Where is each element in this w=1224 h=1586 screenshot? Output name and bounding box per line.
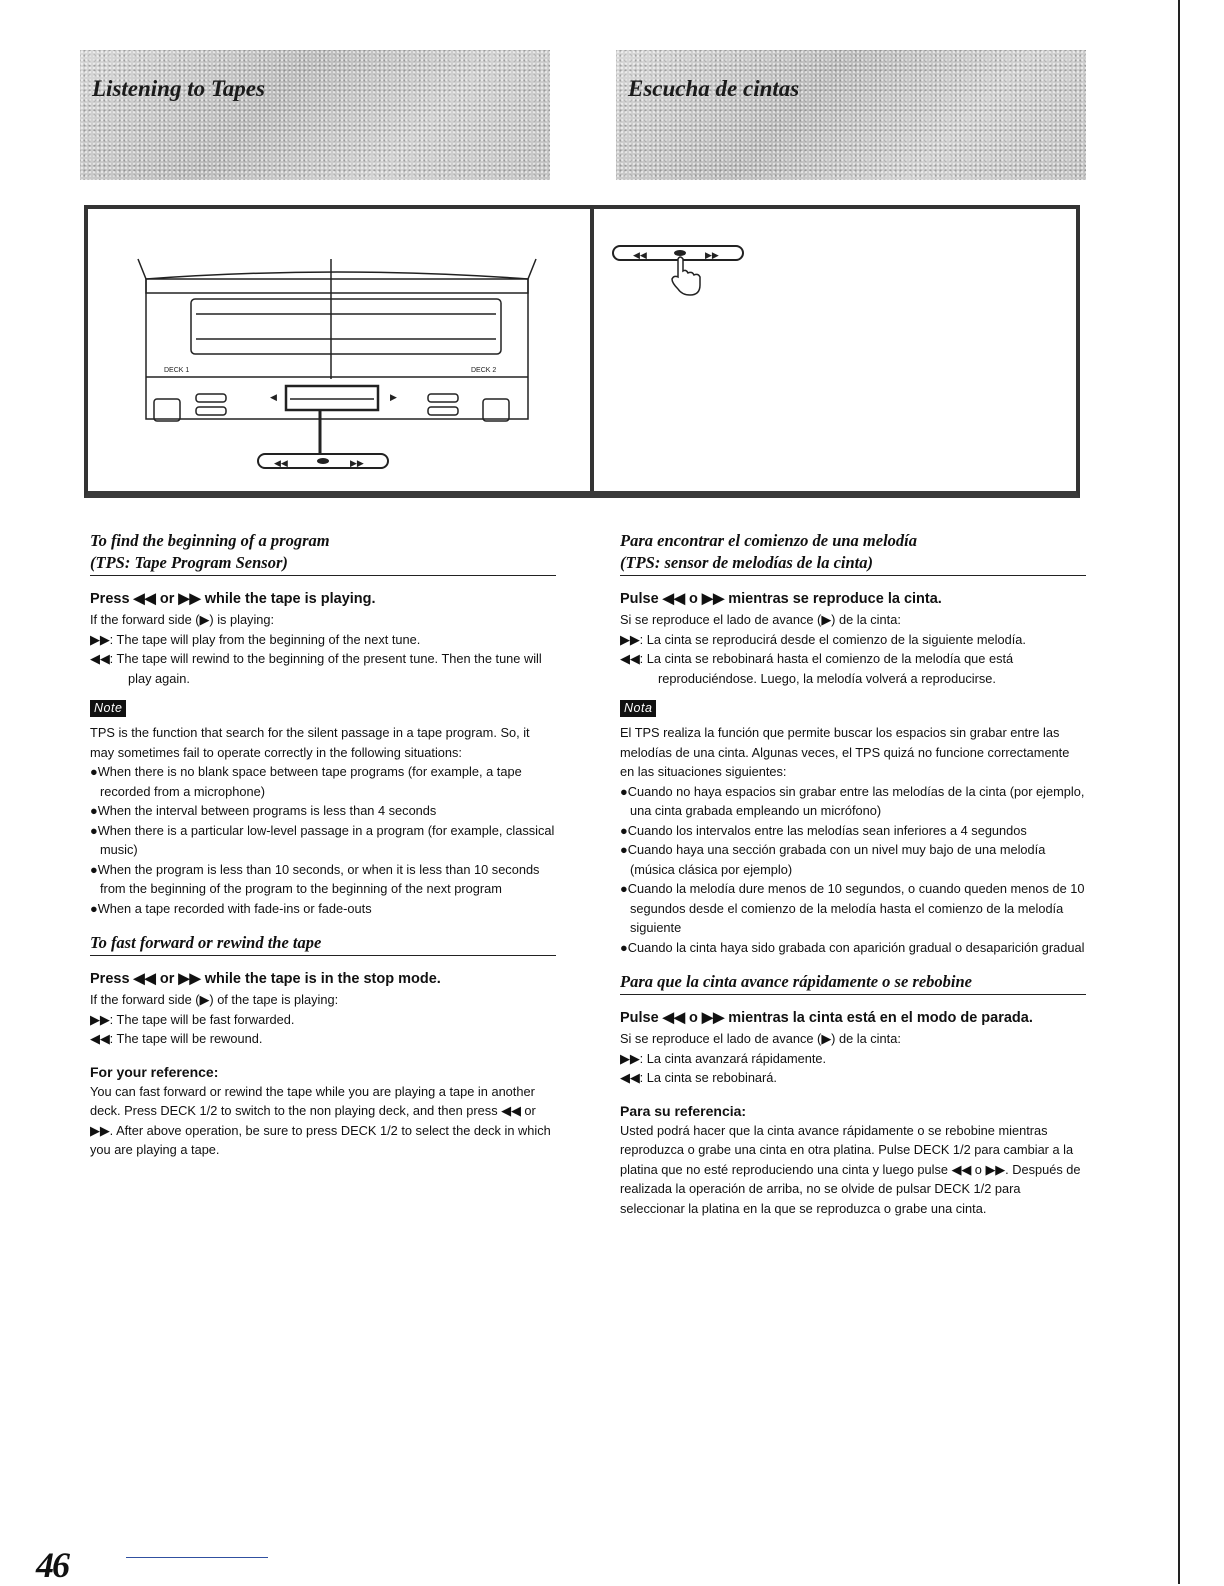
note-bullet: ●Cuando la melodía dure menos de 10 segundos, o cuando queden menos de 10 segundos desde el comienzo de la melodía hasta el comienzo de la melodía siguiente bbox=[620, 881, 1085, 935]
condition-text: If the forward side (▶) of the tape is playing: bbox=[90, 992, 339, 1007]
reference-heading: Para su referencia: bbox=[620, 1102, 747, 1119]
note-label: Note bbox=[90, 700, 126, 717]
step-instruction: Pulse ◀◀ o ▶▶ mientras la cinta está en el modo de parada. bbox=[620, 1010, 1033, 1026]
rewind-desc: ◀◀: The tape will rewind to the beginning of the present tune. Then the tune will play again. bbox=[90, 651, 542, 686]
condition-text: If the forward side (▶) is playing: bbox=[90, 612, 275, 627]
note-text: El TPS realiza la función que permite buscar los espacios sin grabar entre las melodías de una cinta. Algunas veces, el TPS quizá no funcione correctamente en las situaciones siguientes: bbox=[620, 725, 1070, 779]
page-edge-line bbox=[1178, 0, 1180, 1584]
note-bullet: ●When the program is less than 10 seconds, or when it is less than 10 seconds from the beginning of the program to the beginning of the next program bbox=[90, 861, 540, 896]
note-bullet: ●Cuando haya una sección grabada con un nivel muy bajo de una melodía (música clásica por ejemplo) bbox=[620, 842, 1046, 877]
rewind-icon: ◀◀ bbox=[633, 251, 647, 261]
column-spanish bbox=[620, 530, 1086, 1218]
fast-forward-desc: ▶▶: La cinta se reproducirá desde el comienzo de la siguiente melodía. bbox=[620, 631, 1026, 647]
column-english bbox=[90, 530, 556, 1160]
section-title-line: (TPS: sensor de melodías de la cinta) bbox=[620, 553, 873, 572]
rewind-desc: ◀◀: La cinta se rebobinará. bbox=[620, 1070, 777, 1085]
condition-text: Si se reproduce el lado de avance (▶) de la cinta: bbox=[620, 612, 901, 627]
page-number: 46 bbox=[36, 1545, 68, 1585]
step-instruction: Press ◀◀ or ▶▶ while the tape is in the stop mode. bbox=[90, 971, 441, 987]
note-bullet: ●When there is no blank space between tape programs (for example, a tape recorded from a microphone) bbox=[90, 764, 522, 799]
section-title-line: Para encontrar el comienzo de una melodía bbox=[620, 531, 917, 550]
note-bullet: ●When a tape recorded with fade-ins or fade-outs bbox=[90, 900, 372, 916]
note-bullet: ●When there is a particular low-level passage in a program (for example, classical music) bbox=[90, 822, 555, 857]
rewind-desc: ◀◀: The tape will be rewound. bbox=[90, 1031, 263, 1046]
deck1-label: DECK 1 bbox=[164, 367, 190, 374]
fast-forward-desc: ▶▶: The tape will be fast forwarded. bbox=[90, 1011, 295, 1027]
banner-spanish bbox=[616, 50, 1086, 180]
pointing-hand-icon bbox=[672, 257, 700, 295]
note-bullet: ●When the interval between programs is less than 4 seconds bbox=[90, 803, 437, 818]
reference-text: You can fast forward or rewind the tape while you are playing a tape in another deck. Press DECK 1/2 to switch to the non playing deck, and then press ◀◀ or ▶▶. After above operation, be sure to press DECK 1/2 to select the deck in which you are playing a tape. bbox=[90, 1083, 551, 1157]
stop-dot-icon bbox=[317, 458, 329, 464]
step-instruction: Press ◀◀ or ▶▶ while the tape is playing. bbox=[90, 591, 376, 607]
fast-forward-icon: ▶▶ bbox=[350, 459, 364, 469]
deck-illustration bbox=[88, 209, 1076, 491]
note-bullet: ●Cuando los intervalos entre las melodías sean inferiores a 4 segundos bbox=[620, 822, 1027, 838]
section-title-line: Para que la cinta avance rápidamente o se rebobine bbox=[620, 972, 972, 991]
banner-title-spanish: Escucha de cintas bbox=[628, 76, 800, 101]
step-instruction: Pulse ◀◀ o ▶▶ mientras se reproduce la cinta. bbox=[620, 591, 942, 607]
section-title-fast-forward bbox=[90, 932, 556, 956]
cassette-deck-drawing bbox=[138, 259, 536, 468]
section-title-find-beginning bbox=[90, 530, 556, 576]
note-bullet: ●Cuando la cinta haya sido grabada con aparición gradual o desaparición gradual bbox=[620, 939, 1085, 955]
fast-forward-desc: ▶▶: La cinta avanzará rápidamente. bbox=[620, 1050, 827, 1066]
rewind-icon: ◀◀ bbox=[274, 459, 288, 469]
footer-line bbox=[126, 1557, 268, 1558]
section-title-line: To fast forward or rewind the tape bbox=[90, 933, 322, 952]
reference-heading: For your reference: bbox=[90, 1063, 219, 1080]
section-title-line: (TPS: Tape Program Sensor) bbox=[90, 553, 288, 572]
section-title-fast-forward bbox=[620, 971, 1086, 995]
fast-forward-icon: ▶▶ bbox=[705, 251, 719, 261]
section-title-find-beginning bbox=[620, 530, 1086, 576]
right-arrow-icon: ▶ bbox=[390, 393, 397, 403]
section-title-line: To find the beginning of a program bbox=[90, 531, 330, 550]
banner-english bbox=[80, 50, 550, 180]
illustration-divider bbox=[590, 209, 594, 491]
deck2-label: DECK 2 bbox=[471, 367, 497, 374]
stop-dot-icon bbox=[674, 250, 686, 256]
illustration-panel bbox=[84, 205, 1080, 498]
note-bullet: ●Cuando no haya espacios sin grabar entre las melodías de la cinta (por ejemplo, una cinta grabada empleando un micrófono) bbox=[620, 783, 1085, 818]
fast-forward-desc: ▶▶: The tape will play from the beginning of the next tune. bbox=[90, 631, 421, 647]
note-label: Nota bbox=[620, 700, 656, 717]
banner-title-english: Listening to Tapes bbox=[92, 76, 265, 101]
reference-text: Usted podrá hacer que la cinta avance rápidamente o se rebobine mientras reproduzca o grabe una cinta en otra platina. Pulse DECK 1/2 para cambiar a la platina que no esté reproduciendo una cinta y luego pulse ◀◀ o ▶▶. Después de realizada la operación de arriba, no se olvide de pulsar DECK 1/2 para seleccionar la platina en la que se reproduzca o grabe una cinta. bbox=[620, 1122, 1081, 1216]
left-arrow-icon: ◀ bbox=[270, 393, 277, 403]
rewind-desc: ◀◀: La cinta se rebobinará hasta el comienzo de la melodía que está reproduciéndose. Luego, la melodía volverá a reproducirse. bbox=[620, 651, 1014, 686]
note-text: TPS is the function that search for the silent passage in a tape program. So, it may sometimes fail to operate correctly in the following situations: bbox=[90, 725, 530, 760]
condition-text: Si se reproduce el lado de avance (▶) de la cinta: bbox=[620, 1031, 901, 1046]
